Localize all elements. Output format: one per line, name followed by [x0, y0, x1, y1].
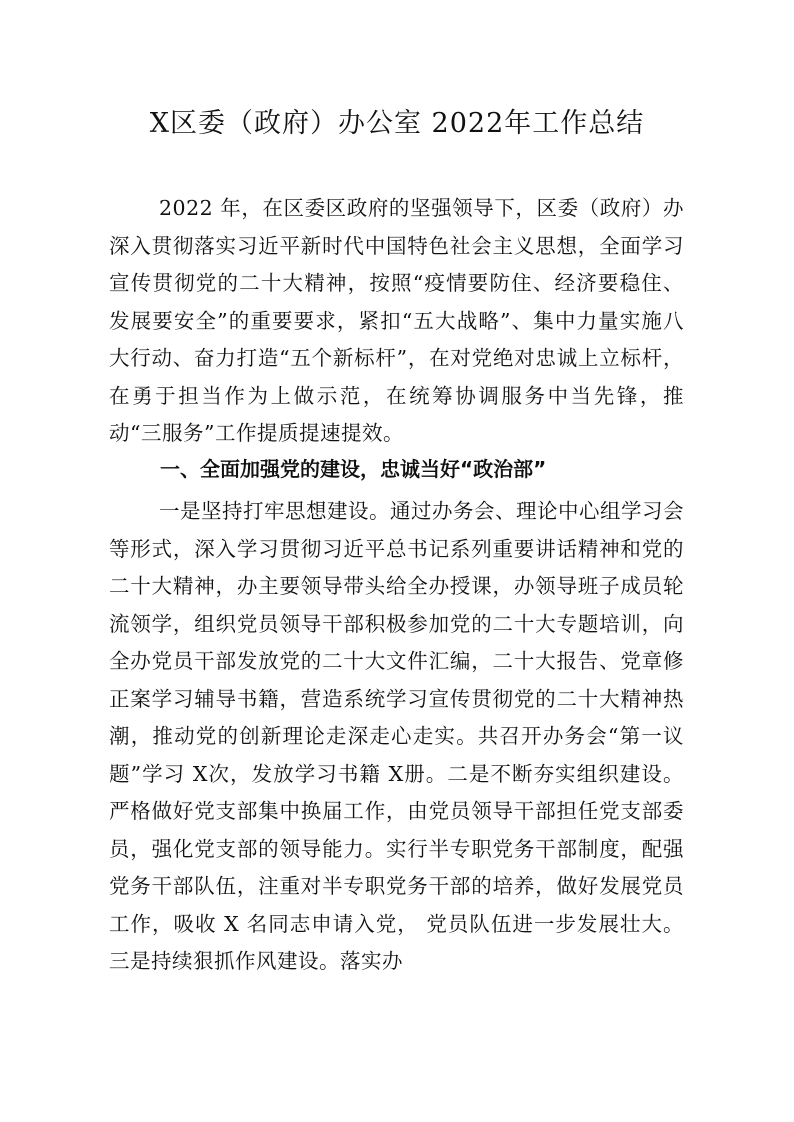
body-paragraph: 一是坚持打牢思想建设。通过办务会、理论中心组学习会等形式，深入学习贯彻习近平总书记系列重要讲话精神和党的二十大精神，办主要领导带头给全办授课，办领导班子成员轮流领学，组织党员领导干部积极参加党的二十大专题培训，向全办党员干部发放党的二十大文件汇编，二十大报告、党章修正案学习辅导书籍，营造系统学习宣传贯彻党的二十大精神热潮，推动党的创新理论走深走心走实。共召开办务会“第一议题”学习 X次，发放学习书籍 X册。二是不断夯实组织建设。严格做好党支部集中换届工作，由党员领导干部担任党支部委员，强化党支部的领导能力。实行半专职党务干部制度，配强党务干部队伍，注重对半专职党务干部的培养，做好发展党员工作，吸收 X 名同志申请入党， 党员队伍进一步发展壮大。三是持续狠抓作风建设。落实办 — [109, 499, 684, 973]
section-heading: 一、全面加强党的建设，忠诚当好“政治部” — [160, 457, 547, 481]
intro-paragraph: 2022 年，在区委区政府的坚强领导下，区委（政府）办深入贯彻落实习近平新时代中国特色社会主义思想，全面学习宣传贯彻党的二十大精神，按照“疫情要防住、经济要稳住、发展要安全”的重要要求，紧扣“五大战略”、集中力量实施八大行动、奋力打造“五个新标杆”，在对党绝对忠诚上立标杆，在勇于担当作为上做示范，在统筹协调服务中当先锋，推动“三服务”工作提质提速提效。 — [109, 196, 684, 445]
document-title: X区委（政府）办公室 2022年工作总结 — [149, 108, 645, 139]
